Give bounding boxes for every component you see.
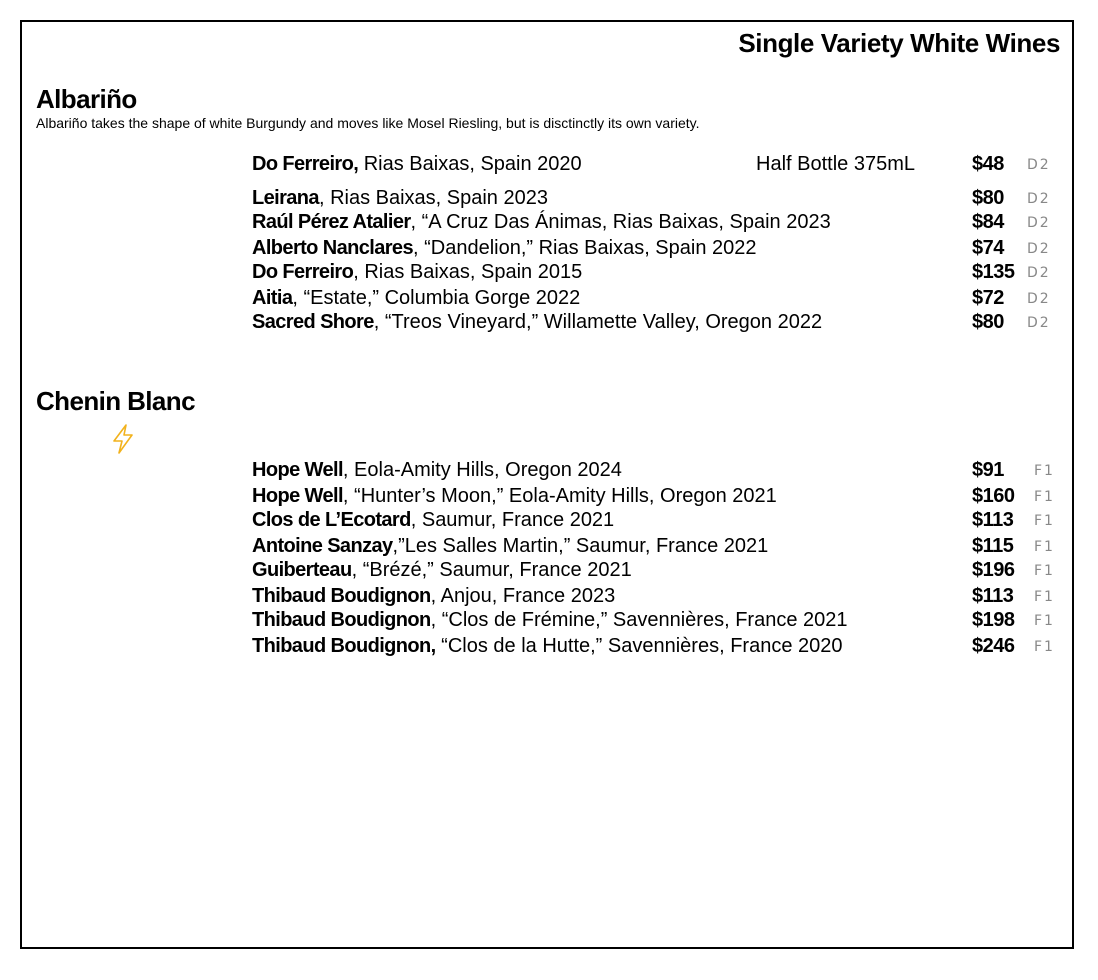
wine-price: $246: [972, 635, 1015, 657]
section-title-albarino: Albariño: [36, 84, 137, 114]
lightning-bolt-icon: [111, 424, 135, 454]
wine-price: $72: [972, 287, 1004, 309]
wine-details: , Eola-Amity Hills, Oregon 2024: [342, 459, 622, 481]
wine-producer: Thibaud Boudignon,: [252, 635, 436, 657]
wine-cellar-location: D2: [1027, 157, 1051, 173]
wine-producer: Do Ferreiro: [252, 261, 354, 283]
wine-row: [252, 485, 1062, 509]
wine-row: [252, 261, 1062, 285]
wine-producer: Raúl Pérez Atalier: [252, 211, 411, 233]
wine-price: $196: [972, 559, 1015, 581]
wine-price: $160: [972, 485, 1015, 507]
wine-row: [252, 287, 1062, 311]
wine-producer: Alberto Nanclares: [252, 237, 413, 259]
wine-producer: Thibaud Boudignon: [252, 585, 431, 607]
wine-cellar-location: F1: [1034, 563, 1055, 579]
wine-row: [252, 609, 1062, 633]
wine-cellar-location: F1: [1034, 463, 1055, 479]
wine-row: [252, 535, 1062, 559]
wine-row: [252, 559, 1062, 583]
wine-row: [252, 237, 1062, 261]
wine-producer: Aitia: [252, 287, 293, 309]
wine-details: , “Brézé,” Saumur, France 2021: [351, 559, 632, 581]
wine-price: $48: [972, 153, 1004, 175]
wine-producer: Clos de L’Ecotard: [252, 509, 411, 531]
wine-row: [252, 585, 1062, 609]
wine-producer: Hope Well: [252, 459, 343, 481]
wine-details: Rias Baixas, Spain 2020: [358, 153, 582, 175]
wine-price: $113: [972, 509, 1014, 531]
wine-cellar-location: F1: [1034, 513, 1055, 529]
wine-producer: Guiberteau: [252, 559, 352, 581]
wine-price: $198: [972, 609, 1015, 631]
wine-price: $113: [972, 585, 1014, 607]
wine-row: [252, 509, 1062, 533]
wine-row: [252, 311, 1062, 335]
wine-cellar-location: D2: [1027, 265, 1051, 281]
wine-cellar-location: F1: [1034, 639, 1055, 655]
section-description-albarino: Albariño takes the shape of white Burgundy and moves like Mosel Riesling, but is disctinctly its own variety.: [36, 115, 700, 131]
wine-details: , “Treos Vineyard,” Willamette Valley, Oregon 2022: [373, 311, 823, 333]
wine-cellar-location: F1: [1034, 489, 1055, 505]
wine-cellar-location: F1: [1034, 613, 1055, 629]
wine-price: $115: [972, 535, 1014, 557]
wine-details: , “Estate,” Columbia Gorge 2022: [292, 287, 581, 309]
wine-price: $80: [972, 187, 1004, 209]
wine-cellar-location: D2: [1027, 241, 1051, 257]
wine-format-note: Half Bottle 375mL: [756, 153, 915, 175]
wine-cellar-location: D2: [1027, 315, 1051, 331]
wine-row: [252, 187, 1062, 211]
wine-cellar-location: F1: [1034, 589, 1055, 605]
wine-price: $74: [972, 237, 1004, 259]
page-title: Single Variety White Wines: [738, 28, 1060, 58]
wine-details: , “A Cruz Das Ánimas, Rias Baixas, Spain 2023: [410, 211, 831, 233]
wine-price: $84: [972, 211, 1004, 233]
wine-details: ,”Les Salles Martin,” Saumur, France 2021: [392, 535, 769, 557]
wine-cellar-location: D2: [1027, 191, 1051, 207]
wine-details: , Anjou, France 2023: [430, 585, 616, 607]
wine-details: , “Clos de Frémine,” Savennières, France 2021: [430, 609, 848, 631]
wine-producer: Antoine Sanzay: [252, 535, 393, 557]
wine-row: [252, 153, 1062, 177]
wine-details: , Saumur, France 2021: [410, 509, 615, 531]
wine-price: $135: [972, 261, 1015, 283]
wine-price: $80: [972, 311, 1004, 333]
wine-details: , Rias Baixas, Spain 2015: [353, 261, 583, 283]
section-title-chenin-blanc: Chenin Blanc: [36, 386, 195, 416]
wine-producer: Thibaud Boudignon: [252, 609, 431, 631]
wine-row: [252, 635, 1062, 659]
wine-details: “Clos de la Hutte,” Savennières, France 2020: [435, 635, 843, 657]
wine-producer: Do Ferreiro,: [252, 153, 359, 175]
wine-producer: Leirana: [252, 187, 319, 209]
wine-cellar-location: D2: [1027, 291, 1051, 307]
wine-details: , Rias Baixas, Spain 2023: [318, 187, 548, 209]
wine-price: $91: [972, 459, 1004, 481]
wine-cellar-location: F1: [1034, 539, 1055, 555]
wine-row: [252, 211, 1062, 235]
wine-producer: Hope Well: [252, 485, 343, 507]
wine-producer: Sacred Shore: [252, 311, 374, 333]
wine-details: , “Dandelion,” Rias Baixas, Spain 2022: [412, 237, 757, 259]
wine-row: [252, 459, 1062, 483]
wine-cellar-location: D2: [1027, 215, 1051, 231]
wine-details: , “Hunter’s Moon,” Eola-Amity Hills, Oregon 2021: [342, 485, 777, 507]
